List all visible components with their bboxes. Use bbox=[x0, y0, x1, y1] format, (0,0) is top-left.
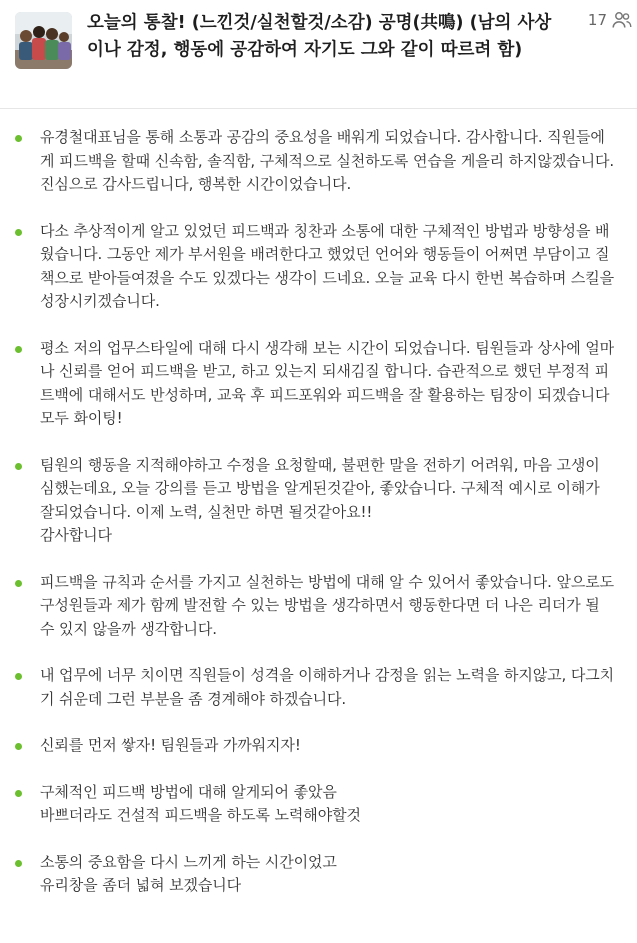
bullet-icon bbox=[15, 673, 22, 680]
participant-count: 17 bbox=[587, 11, 607, 29]
participant-count-badge[interactable] bbox=[588, 11, 632, 29]
people-icon bbox=[612, 11, 632, 29]
bullet-icon bbox=[15, 743, 22, 750]
bullet-icon bbox=[15, 580, 22, 587]
list-item bbox=[0, 571, 637, 642]
board-thumbnail[interactable] bbox=[15, 12, 72, 69]
bullet-icon bbox=[15, 463, 22, 470]
board-header bbox=[0, 0, 637, 109]
bullet-icon bbox=[15, 860, 22, 867]
list-item bbox=[0, 454, 637, 548]
group-photo-image bbox=[15, 12, 72, 69]
post-text: 다소 추상적이게 알고 있었던 피드백과 칭찬과 소통에 대한 구체적인 방법과 방향성을 배웠습니다. 그동안 제가 부서원을 배려한다고 했었던 언어와 행동들이 어쩌면 부담이고 질책으로 받아들여졌을 수도 있겠다는 생각이 드네요. 오늘 교육 다시 한번 복습하며 스킬을 성장시키겠습니다. bbox=[40, 221, 615, 310]
bullet-icon bbox=[15, 790, 22, 797]
bullet-icon bbox=[15, 346, 22, 353]
list-item bbox=[0, 734, 637, 758]
bullet-icon bbox=[15, 135, 22, 142]
list-item bbox=[0, 664, 637, 711]
post-text: 팀원의 행동을 지적해야하고 수정을 요청할때, 불편한 말을 전하기 어려워, 마음 고생이 심했는데요, 오늘 강의를 듣고 방법을 알게된것같아, 좋았습니다. 구체적 예시로 이해가 잘되었습니다. 이제 노력, 실천만 하면 될것같아요!! 감사합니다 bbox=[40, 455, 600, 544]
post-text: 구체적인 피드백 방법에 대해 알게되어 좋았음 바쁘더라도 건설적 피드백을 하도록 노력해야할것 bbox=[40, 782, 361, 824]
post-text: 소통의 중요함을 다시 느끼게 하는 시간이었고 유리창을 좀더 넓혀 보겠습니다 bbox=[40, 852, 337, 894]
post-text: 내 업무에 너무 치이면 직원들이 성격을 이해하거나 감정을 읽는 노력을 하지않고, 다그치기 쉬운데 그런 부분을 좀 경계해야 하겠습니다. bbox=[40, 666, 615, 708]
bullet-icon bbox=[15, 229, 22, 236]
post-list bbox=[0, 126, 637, 921]
post-text: 신뢰를 먼저 쌓자! 팀원들과 가까워지자! bbox=[40, 736, 301, 754]
list-item bbox=[0, 781, 637, 828]
post-text: 평소 저의 업무스타일에 대해 다시 생각해 보는 시간이 되었습니다. 팀원들과 상사에 얼마나 신뢰를 얻어 피드백을 받고, 하고 있는지 되새김질 합니다. 습관적으로 했던 부정적 피트백에 대해서도 반성하며, 교육 후 피드포워와 피드백을 잘 활용하는 팀장이 되겠습니다 모두 화이팅! bbox=[40, 338, 615, 427]
list-item bbox=[0, 337, 637, 431]
board-title: 오늘의 통찰! (느낀것/실천할것/소감) 공명(共鳴) (남의 사상이나 감정, 행동에 공감하여 자기도 그와 같이 따르려 함) bbox=[87, 13, 552, 60]
post-text: 피드백을 규칙과 순서를 가지고 실천하는 방법에 대해 알 수 있어서 좋았습니다. 앞으로도 구성원들과 제가 함께 발전할 수 있는 방법을 생각하면서 행동한다면 더 나은 리더가 될 수 있지 않을까 생각합니다. bbox=[40, 572, 615, 638]
post-text: 유경철대표님을 통해 소통과 공감의 중요성을 배워게 되었습니다. 감사합니다. 직원들에게 피드백을 할때 신속함, 솔직함, 구체적으로 실천하도록 연습을 게을리 하지않겠습니다. 진심으로 감사드립니다, 행복한 시간이었습니다. bbox=[40, 128, 615, 193]
list-item bbox=[0, 220, 637, 314]
list-item bbox=[0, 851, 637, 898]
list-item bbox=[0, 126, 637, 197]
